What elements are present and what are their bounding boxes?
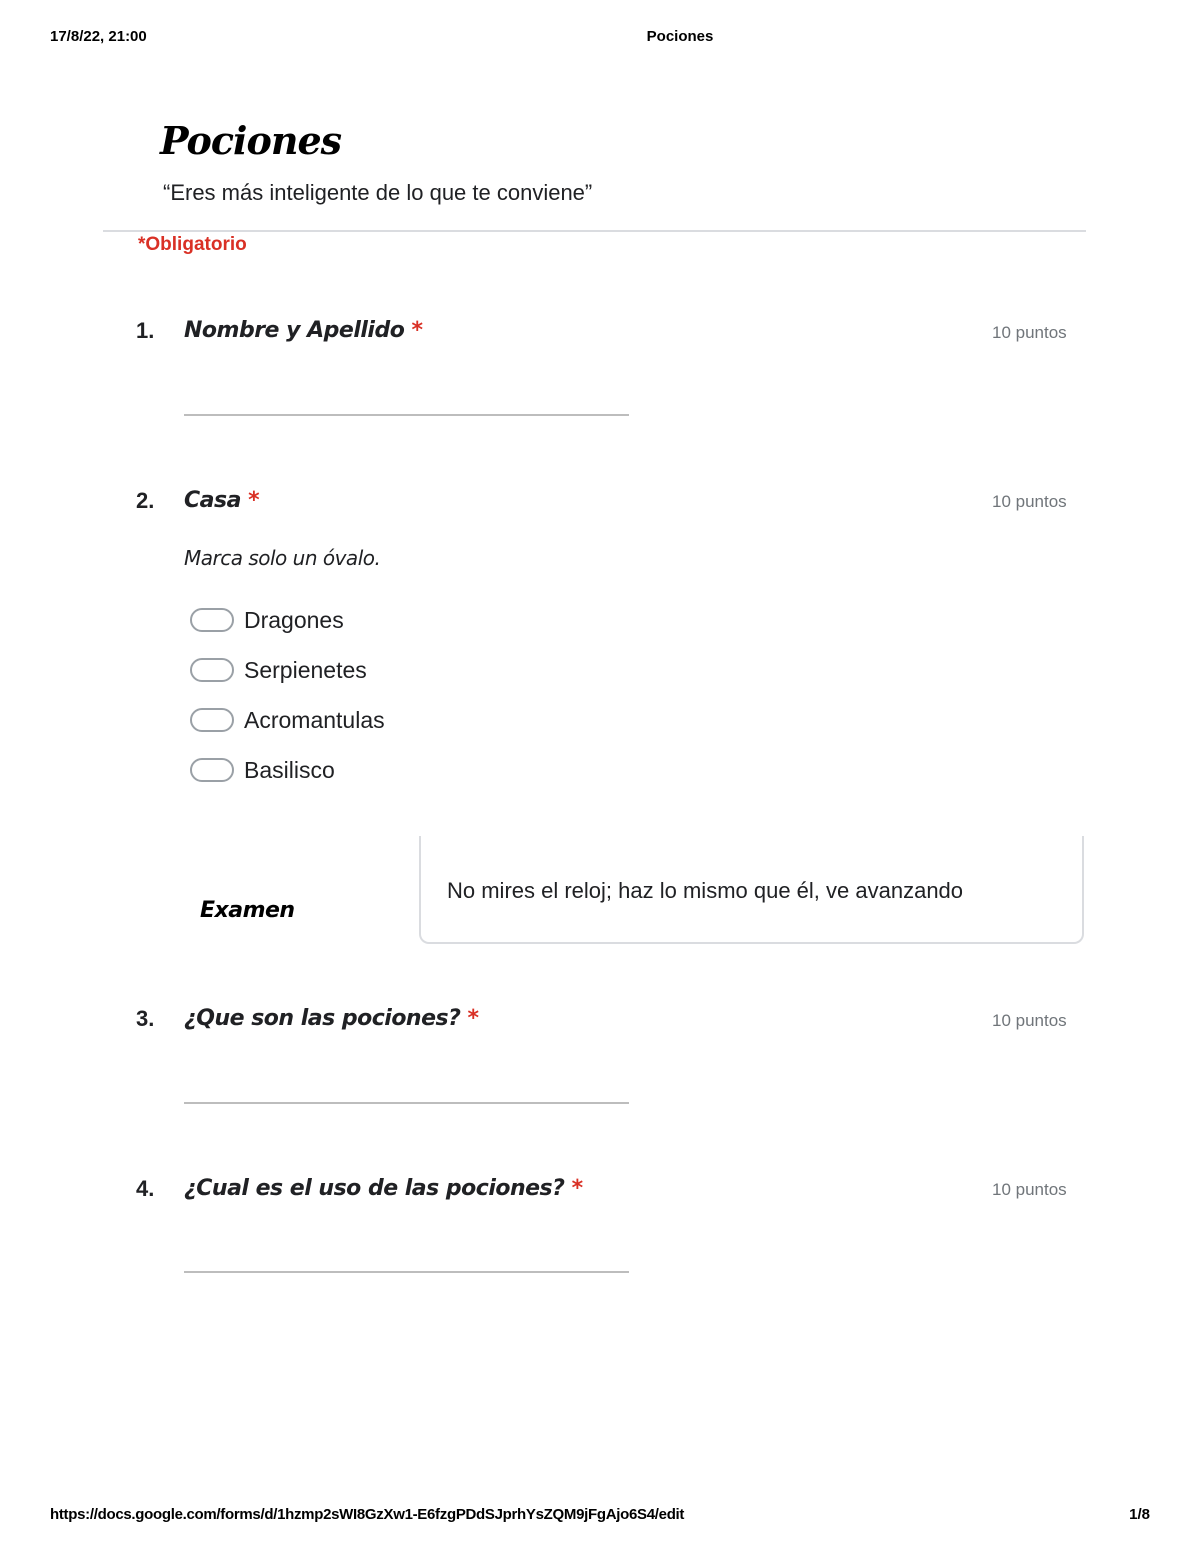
question-4-required-mark: *	[571, 1176, 583, 1201]
question-4-points: 10 puntos	[992, 1180, 1067, 1199]
required-note: *Obligatorio	[138, 234, 247, 255]
question-2-required-mark: *	[248, 488, 260, 513]
header-divider	[103, 230, 1086, 232]
option-dragones[interactable]	[190, 603, 344, 637]
print-footer-url: https://docs.google.com/forms/d/1hzmp2sWI8GzXw1-E6fzgPDdSJprhYsZQM9jFgAjo6S4/edit	[50, 1506, 685, 1523]
question-2-title-text: Casa	[184, 488, 241, 513]
radio-oval-icon[interactable]	[190, 758, 234, 782]
radio-oval-icon[interactable]	[190, 708, 234, 732]
section-description-card	[419, 836, 1084, 944]
question-3-answer-field[interactable]	[184, 1102, 629, 1104]
question-3-points: 10 puntos	[992, 1011, 1067, 1030]
option-label: Acromantulas	[244, 706, 385, 733]
question-3-required-mark: *	[467, 1006, 479, 1031]
question-2-title	[184, 488, 259, 513]
radio-oval-icon[interactable]	[190, 608, 234, 632]
form-title: Pociones	[160, 118, 342, 163]
question-4-title	[184, 1176, 583, 1201]
section-description: No mires el reloj; haz lo mismo que él, ve avanzando	[447, 878, 964, 903]
question-1-title	[184, 318, 423, 343]
question-4-title-text: ¿Cual es el uso de las pociones?	[184, 1176, 565, 1201]
form-description: “Eres más inteligente de lo que te conviene”	[163, 180, 593, 205]
print-page-number: 1/8	[1129, 1506, 1150, 1523]
question-3-title	[184, 1006, 479, 1031]
question-1-title-text: Nombre y Apellido	[184, 318, 405, 343]
question-4-number: 4.	[136, 1176, 155, 1201]
print-page-title: Pociones	[646, 28, 714, 45]
question-2-instruction: Marca solo un óvalo.	[184, 546, 381, 570]
print-datetime: 17/8/22, 21:00	[50, 28, 147, 45]
option-label: Dragones	[244, 606, 344, 633]
question-1-points: 10 puntos	[992, 323, 1067, 342]
question-1-answer-field[interactable]	[184, 414, 629, 416]
section-label: Examen	[200, 898, 295, 923]
question-4-answer-field[interactable]	[184, 1271, 629, 1273]
option-basilisco[interactable]	[190, 753, 335, 787]
question-1-number: 1.	[136, 318, 155, 343]
option-serpienetes[interactable]	[190, 653, 367, 687]
question-3-number: 3.	[136, 1006, 155, 1031]
question-1-required-mark: *	[411, 318, 423, 343]
question-2-points: 10 puntos	[992, 492, 1067, 511]
radio-oval-icon[interactable]	[190, 658, 234, 682]
option-acromantulas[interactable]	[190, 703, 385, 737]
question-2-number: 2.	[136, 488, 155, 513]
option-label: Serpienetes	[244, 656, 367, 683]
option-label: Basilisco	[244, 756, 335, 783]
question-3-title-text: ¿Que son las pociones?	[184, 1006, 461, 1031]
